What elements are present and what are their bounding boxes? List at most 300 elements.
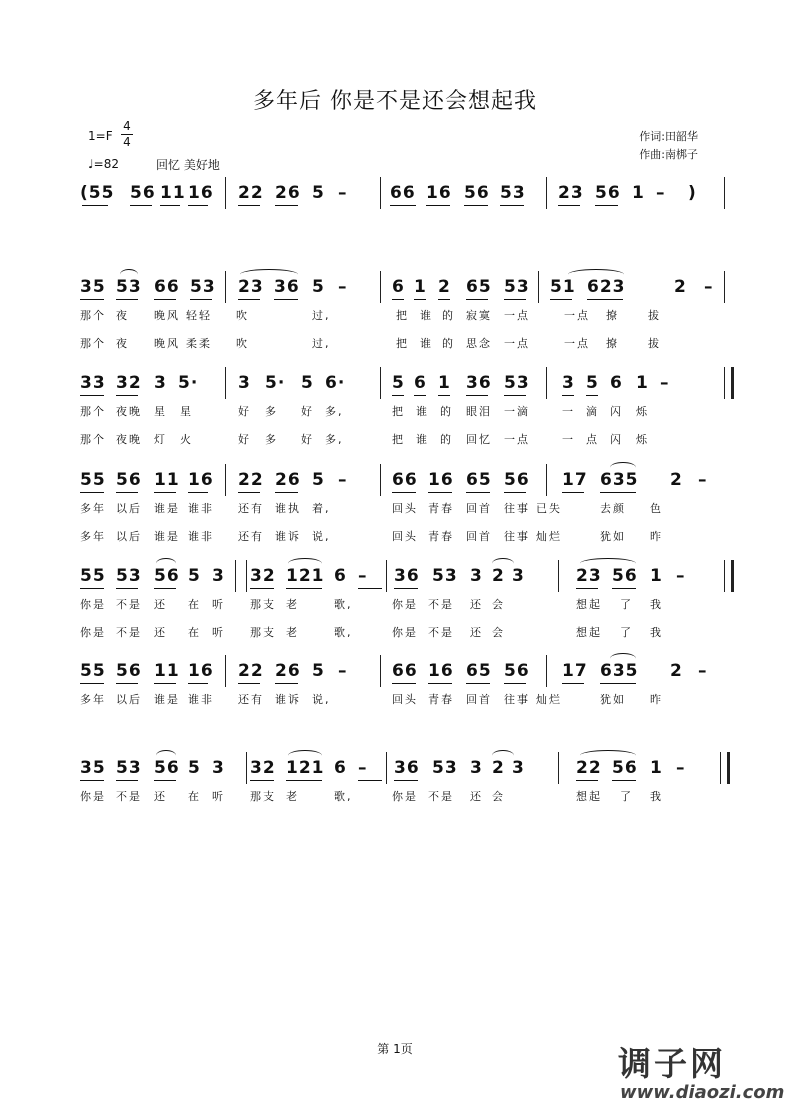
barline [546,367,547,399]
lyric-word: 夜 [116,337,129,350]
barline [380,367,381,399]
note: 1 [650,758,663,778]
lyric-word: 昨 [650,693,663,706]
key-signature: 1=F [88,129,113,143]
beam-underline [154,780,176,781]
barline [724,177,725,209]
note: 65 [466,470,492,490]
lyric-word: 青春 [428,502,454,515]
lyricist-credit: 作词:田韶华 [639,130,698,143]
note: 22 [238,661,264,681]
note: 35 [80,277,106,297]
note: 53 [504,277,530,297]
note: 3 [470,758,483,778]
lyric-word: 谁是 [154,502,180,515]
note: 56 [464,183,490,203]
lyric-word: 回首 [466,693,492,706]
lyric-word: 寂寞 [466,309,492,322]
beam-underline [562,492,584,493]
beam-underline [392,683,416,684]
beam-underline [562,395,574,396]
beam-underline [80,780,104,781]
note: – [358,566,368,586]
beam-underline [358,780,382,781]
note: 3 [512,566,525,586]
note: 1 [632,183,645,203]
note: 11 [160,183,186,203]
beam-underline [154,299,176,300]
note: 53 [116,566,142,586]
note: 56 [504,661,530,681]
beam-underline [500,205,524,206]
beam-underline [576,588,598,589]
beam-underline [438,395,450,396]
note: 32 [250,566,276,586]
beam-underline [275,205,298,206]
beam-underline [80,299,104,300]
barline [380,655,381,687]
lyric-word: 谁是 [154,530,180,543]
barline [386,560,387,592]
note: 53 [116,277,142,297]
beam-underline [414,395,426,396]
note: 66 [392,661,418,681]
beam-underline [116,492,138,493]
lyric-word: 往事 [504,502,530,515]
lyric-word: 灿烂 [536,693,562,706]
note: 23 [558,183,584,203]
note: – [358,758,368,778]
note: 56 [116,661,142,681]
lyric-word: 还有 [238,502,264,515]
barline [235,560,236,592]
beam-underline [130,205,152,206]
composer-credit: 作曲:南梆子 [639,148,698,161]
lyric-word: 多 [265,433,278,446]
note: 56 [154,566,180,586]
beam-underline [595,205,618,206]
lyric-word: 谁诉 [275,693,301,706]
note: 3 [238,373,251,393]
barline [558,560,559,592]
beam-underline [190,299,212,300]
lyric-word: 说, [312,530,331,543]
lyric-word: 说, [312,693,331,706]
barline [225,177,226,209]
beam-underline [504,395,526,396]
lyric-word: 老 [286,598,299,611]
lyric-word: 好 [301,433,314,446]
lyric-word: 晚风 [154,337,180,350]
note: 36 [394,566,420,586]
lyric-word: 你是 [80,626,106,639]
lyric-word: 的 [442,337,455,350]
lyric-word: 把 [396,337,409,350]
lyric-word: 烁 [636,433,649,446]
beam-underline [116,395,138,396]
beam-underline [586,395,598,396]
slur [492,558,514,569]
final-barline [724,367,734,399]
note: 56 [130,183,156,203]
lyric-word: 谁诉 [275,530,301,543]
lyric-word: 你是 [392,598,418,611]
beam-underline [116,683,138,684]
note: 16 [188,661,214,681]
lyric-word: 以后 [116,502,142,515]
note: – [338,277,348,297]
slur [288,750,322,761]
tempo-mark: ♩=82 [88,157,119,171]
note: – [660,373,670,393]
lyric-word: 听 [212,626,225,639]
page-number: 第 1页 [377,1042,413,1056]
note: 1 [636,373,649,393]
note: 53 [432,758,458,778]
lyric-word: 去颜 [600,502,626,515]
beam-underline [466,492,490,493]
note: 5 [188,758,201,778]
lyric-word: 我 [650,626,663,639]
note: 5 [392,373,405,393]
note: 3 [470,566,483,586]
lyric-word: 吹 [236,309,249,322]
lyric-word: 犹如 [600,693,626,706]
lyric-word: 会 [492,598,505,611]
note: 11 [154,661,180,681]
lyric-word: 不是 [428,598,454,611]
lyric-word: 你是 [80,790,106,803]
lyric-word: 还有 [238,530,264,543]
note: – [338,183,348,203]
notation-row [80,758,730,788]
note: 16 [428,470,454,490]
lyric-word: 轻轻 [186,309,212,322]
lyric-word: 多, [325,433,344,446]
slur [580,750,636,761]
beam-underline [576,780,598,781]
lyrics-verse-1 [80,500,730,516]
lyric-word: 不是 [116,626,142,639]
beam-underline [154,683,176,684]
watermark-url: www.diaozi.com [620,1082,785,1103]
lyric-word: 在 [188,626,201,639]
lyric-word: 昨 [650,530,663,543]
beam-underline [116,299,138,300]
lyric-word: 你是 [392,626,418,639]
lyric-word: 以后 [116,693,142,706]
beam-underline [358,588,382,589]
beam-underline [394,780,418,781]
lyric-word: 谁非 [188,530,214,543]
note: 635 [600,470,639,490]
lyric-word: 一滴 [504,405,530,418]
note: 5 [312,277,325,297]
beam-underline [466,683,490,684]
lyric-word: 夜晚 [116,433,142,446]
note: 22 [576,758,602,778]
note: 3 [212,758,225,778]
barline [225,367,226,399]
slur [610,462,636,473]
lyric-word: 在 [188,790,201,803]
note: 53 [190,277,216,297]
lyric-word: 的 [442,309,455,322]
note: 2 [438,277,451,297]
note: 17 [562,470,588,490]
beam-underline [286,588,322,589]
note: 36 [466,373,492,393]
slur [492,750,514,761]
lyric-word: 回头 [392,530,418,543]
note: 26 [275,183,301,203]
beam-underline [188,492,208,493]
note: 2 [674,277,687,297]
beam-underline [238,492,260,493]
lyric-word: 想起 [576,790,602,803]
beam-underline [275,492,298,493]
note: – [656,183,666,203]
beam-underline [82,205,108,206]
lyric-word: 歌, [334,598,353,611]
lyric-word: 谁执 [275,502,301,515]
beam-underline [438,299,450,300]
lyric-word: 那个 [80,337,106,350]
note: – [338,470,348,490]
barline [386,752,387,784]
note: 623 [587,277,626,297]
note: 26 [275,470,301,490]
note: 17 [562,661,588,681]
beam-underline [160,205,180,206]
lyric-word: 一 [562,433,575,446]
lyric-word: 的 [440,433,453,446]
lyric-word: 灿烂 [536,530,562,543]
beam-underline [116,780,138,781]
lyric-word: 好 [238,433,251,446]
lyric-word: 想起 [576,598,602,611]
barline [724,271,725,303]
lyric-word: 点 [586,433,599,446]
lyric-word: 想起 [576,626,602,639]
slur [240,269,298,280]
lyric-word: 谁非 [188,693,214,706]
beam-underline [428,492,452,493]
note: 33 [80,373,106,393]
lyric-word: 星 [180,405,193,418]
note: 65 [466,661,492,681]
lyric-word: 过, [312,337,331,350]
barline [546,177,547,209]
beam-underline [250,588,274,589]
lyric-word: 了 [620,626,633,639]
lyric-word: 撩 [606,309,619,322]
lyric-word: 回首 [466,530,492,543]
note: 16 [426,183,452,203]
beam-underline [504,299,526,300]
lyric-word: 回头 [392,693,418,706]
lyric-word: 你是 [392,790,418,803]
lyrics-verse-1 [80,596,730,612]
lyric-word: 烁 [636,405,649,418]
lyric-word: 晚风 [154,309,180,322]
beam-underline [154,492,176,493]
beam-underline [504,683,526,684]
notation-row [80,277,730,307]
note: 26 [275,661,301,681]
note: 3 [154,373,167,393]
lyric-word: 回忆 [466,433,492,446]
lyric-word: 老 [286,790,299,803]
note: – [704,277,714,297]
lyric-word: 星 [154,405,167,418]
beam-underline [238,299,260,300]
note: 2 [670,661,683,681]
lyric-word: 你是 [80,598,106,611]
beam-underline [80,395,104,396]
lyric-word: 了 [620,598,633,611]
lyric-word: 不是 [116,790,142,803]
time-signature-top: 4 [123,119,131,133]
note: 56 [154,758,180,778]
beam-underline [392,492,416,493]
watermark-logo: 调子网 [618,1044,726,1083]
beam-underline [426,205,450,206]
note: 66 [390,183,416,203]
note: 6 [610,373,623,393]
lyric-word: 我 [650,790,663,803]
lyric-word: 听 [212,598,225,611]
lyric-word: 谁 [420,337,433,350]
slur [580,558,636,569]
notation-row [80,566,730,596]
note: 3 [212,566,225,586]
lyric-word: 一点 [504,309,530,322]
lyrics-verse-1 [80,788,730,804]
beam-underline [390,205,416,206]
slur [156,558,176,569]
note: – [676,758,686,778]
lyric-word: 多 [265,405,278,418]
note: 1 [438,373,451,393]
lyric-word: 了 [620,790,633,803]
note: 121 [286,566,325,586]
lyric-word: 好 [301,405,314,418]
lyric-word: 歌, [334,790,353,803]
note: 23 [576,566,602,586]
note: 55 [80,566,106,586]
lyric-word: 老 [286,626,299,639]
lyric-word: 眼泪 [466,405,492,418]
beam-underline [275,683,298,684]
lyric-word: 把 [392,433,405,446]
beam-underline [80,492,104,493]
lyrics-verse-1 [80,307,730,323]
lyric-word: 那支 [250,626,276,639]
beam-underline [238,683,260,684]
note: 35 [80,758,106,778]
note: 66 [392,470,418,490]
slur [568,269,624,280]
note: 3 [562,373,575,393]
lyric-word: 会 [492,790,505,803]
beam-underline [286,780,322,781]
note: 23 [238,277,264,297]
lyric-word: 色 [650,502,663,515]
note: 121 [286,758,325,778]
barline [546,655,547,687]
note: 16 [188,470,214,490]
expression-mark: 回忆 美好地 [156,158,220,172]
lyric-word: 撩 [606,337,619,350]
note: 56 [116,470,142,490]
note: 53 [500,183,526,203]
notation-row [80,373,730,403]
note: 55 [80,661,106,681]
note: 6 [334,758,347,778]
note: 6 [334,566,347,586]
note: 56 [595,183,621,203]
note: 5 [188,566,201,586]
beam-underline [587,299,623,300]
note: 3 [512,758,525,778]
note: – [338,661,348,681]
note: 5· [178,373,199,393]
note: 56 [612,566,638,586]
lyric-word: 还 [154,790,167,803]
lyric-word: 往事 [504,693,530,706]
lyric-word: 吹 [236,337,249,350]
lyric-word: 滴 [586,405,599,418]
lyric-word: 过, [312,309,331,322]
note: – [698,470,708,490]
lyric-word: 夜 [116,309,129,322]
beam-underline [550,299,572,300]
lyric-word: 那支 [250,790,276,803]
note: 6· [325,373,346,393]
beam-underline [464,205,488,206]
beam-underline [238,205,260,206]
note: 5 [586,373,599,393]
lyric-word: 多年 [80,530,106,543]
beam-underline [504,492,526,493]
beam-underline [600,683,636,684]
lyric-word: 把 [392,405,405,418]
barline [538,271,539,303]
lyric-word: 多年 [80,502,106,515]
time-signature [120,119,134,150]
note: 5 [312,183,325,203]
lyric-word: 会 [492,626,505,639]
note: 5 [312,470,325,490]
note: 65 [466,277,492,297]
barline [380,464,381,496]
note: 53 [432,566,458,586]
note: 32 [250,758,276,778]
beam-underline [612,588,636,589]
beam-underline [188,205,208,206]
note: 6 [414,373,427,393]
lyric-word: 一点 [504,433,530,446]
notation-row [80,470,730,500]
lyric-word: 谁 [416,433,429,446]
note: 6 [392,277,405,297]
lyric-word: 那个 [80,433,106,446]
barline [380,177,381,209]
barline [246,560,247,592]
beam-underline [466,395,488,396]
lyric-word: 一点 [564,309,590,322]
